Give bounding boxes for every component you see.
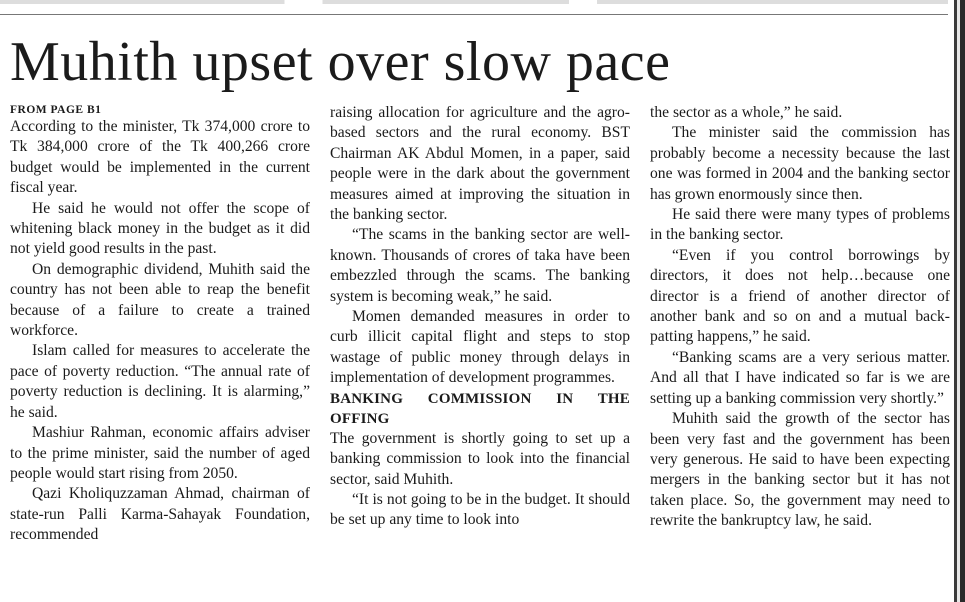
- paragraph: “The scams in the banking sector are well-known. Thousands of crores of taka have been embezzled through the scams. The banking system is becoming weak,” he said.: [330, 226, 630, 305]
- paragraph: the sector as a whole,” he said.: [650, 104, 843, 121]
- paragraph: The minister said the commission has probably become a necessity because the last one was formed in 2004 and the banking sector has grown enormously since then.: [650, 124, 950, 203]
- paragraph: The government is shortly going to set up a banking commission to look into the financial sector, said Muhith.: [330, 429, 630, 488]
- paragraph: He said there were many types of problems in the banking sector.: [650, 206, 950, 244]
- paragraph: Islam called for measures to accelerate the pace of poverty reduction. “The annual rate of poverty reduction is declining. It is alarming,” he said.: [10, 342, 310, 421]
- top-strip: [0, 0, 948, 4]
- column-3: [650, 103, 950, 532]
- paragraph: Momen demanded measures in order to curb illicit capital flight and steps to stop wastage of public money through delays in implementation of development programmes.: [330, 308, 630, 387]
- column-2: [330, 103, 630, 531]
- paragraph: Qazi Kholiquzzaman Ahmad, chairman of state-run Palli Karma-Sahayak Foundation, recommended: [10, 485, 310, 544]
- top-rule: [0, 14, 948, 15]
- paragraph: “Even if you control borrowings by directors, it does not help…because one director is a friend of another director of another bank and so on and a mutual back-patting happens,” he said.: [650, 246, 950, 346]
- page-edge: [951, 0, 965, 602]
- paragraph: He said he would not offer the scope of whitening black money in the budget as it did not yield good results in the past.: [10, 199, 310, 258]
- paragraph: On demographic dividend, Muhith said the country has not been able to reap the benefit because of a failure to create a trained workforce.: [10, 260, 310, 340]
- paragraph: Muhith said the growth of the sector has been very fast and the government has been very generous. He said to have been expecting mergers in the banking sector but it has not taken place. So, the government may need to rewrite the bankruptcy law, he said.: [650, 410, 950, 530]
- jump-line: FROM PAGE B1: [10, 104, 102, 116]
- paragraph: “It is not going to be in the budget. It should be set up any time to look into: [330, 490, 630, 529]
- paragraph: Mashiur Rahman, economic affairs adviser to the prime minister, said the number of aged people would start rising from 2050.: [10, 424, 310, 482]
- column-1: [10, 103, 310, 546]
- headline: Muhith upset over slow pace: [10, 31, 671, 93]
- subheading: BANKING COMMISSION IN THE OFFING: [330, 390, 630, 427]
- paragraph: raising allocation for agriculture and the agro-based sectors and the rural economy. BST Chairman AK Abdul Momen, in a paper, said people were in the dark about the government measures aimed at improving the situation in the banking sector.: [330, 104, 630, 224]
- paragraph: “Banking scams are a very serious matter. And all that I have indicated so far is we are setting up a banking commission very shortly.”: [650, 348, 950, 407]
- paragraph: According to the minister, Tk 374,000 crore to Tk 384,000 crore of the Tk 400,266 crore budget would be implemented in the current fiscal year.: [10, 118, 310, 197]
